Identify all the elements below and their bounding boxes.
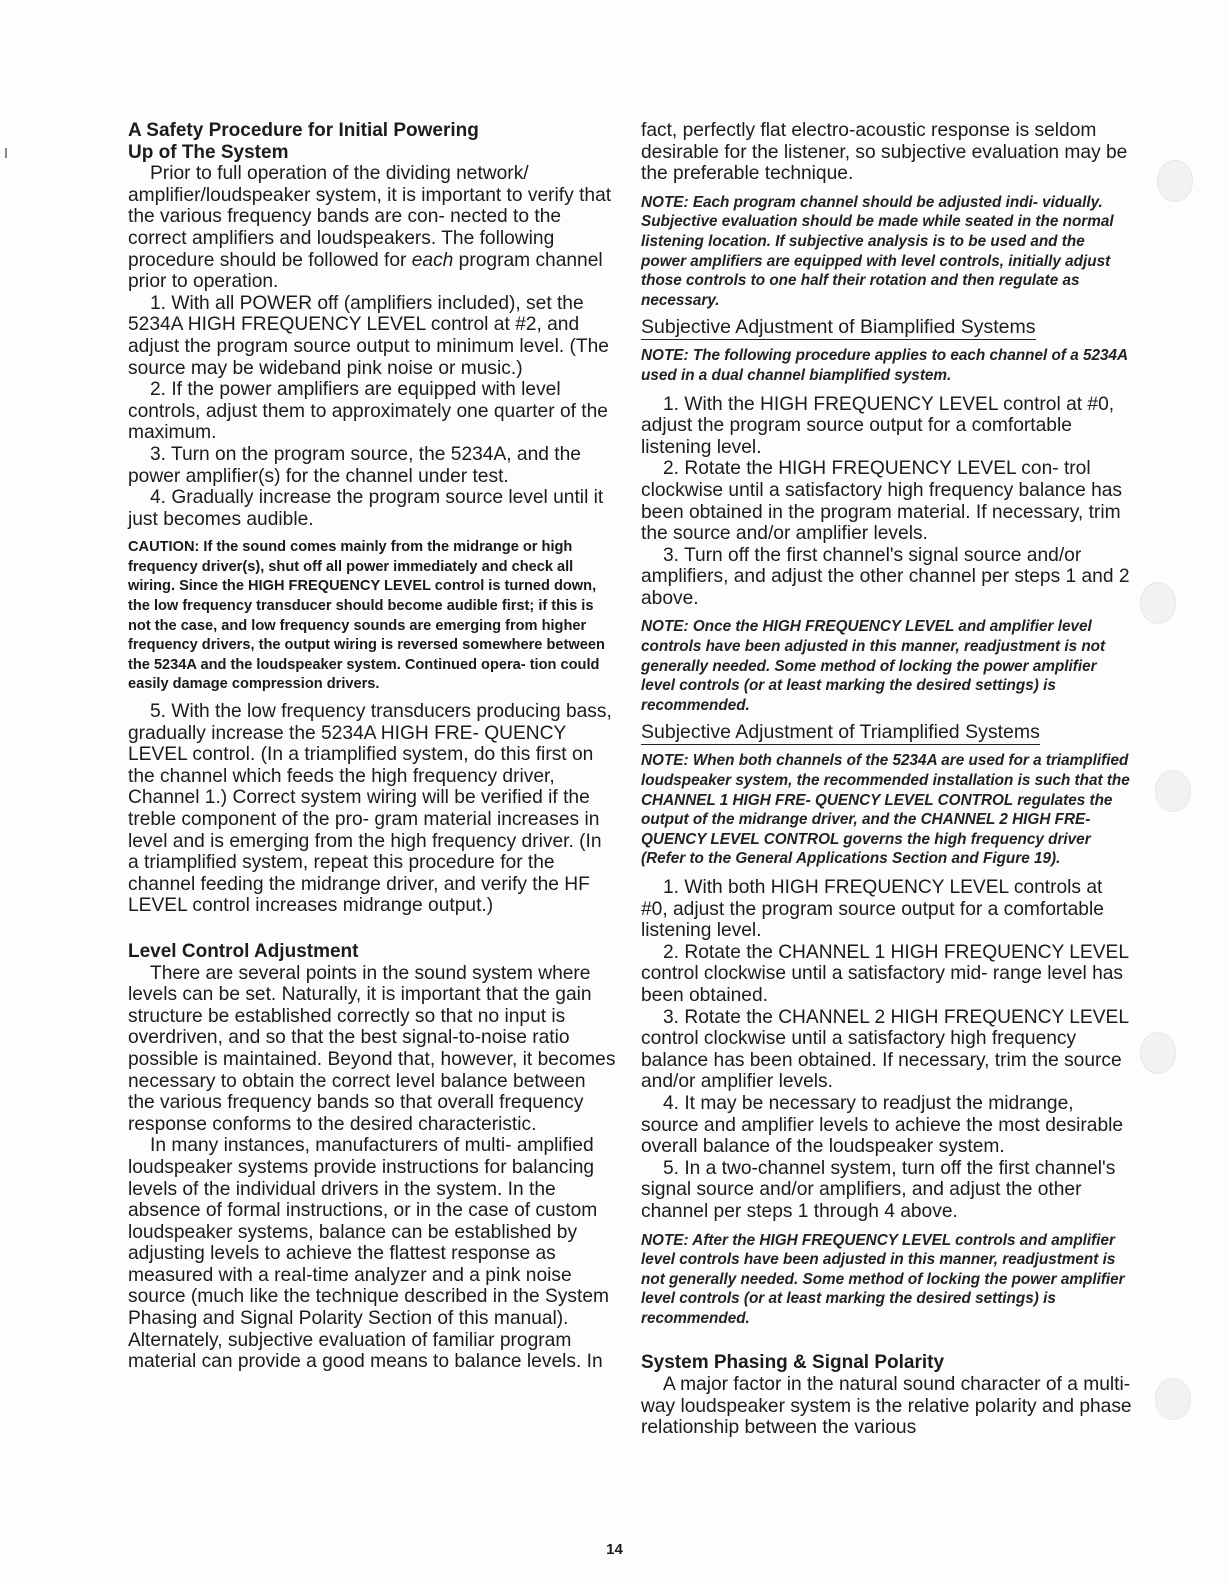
safety-step-4: 4. Gradually increase the program source level until it just becomes audible. xyxy=(128,487,604,530)
page-number: 14 xyxy=(606,1541,623,1558)
safety-intro: Prior to full operation of the dividing network/ amplifier/loudspeaker system, it is important to verify that the various frequency bands are con- nected to the correct amplifiers and loudspeakers. The following procedure should be followed for each program channel prior to operation. xyxy=(128,163,612,293)
triamplified-note-2: NOTE: After the HIGH FREQUENCY LEVEL controls and amplifier level controls have been adjusted in this manner, readjustment is not generally needed. Some method of locking the power amplifier level controls (or at least marking the desired settings) is recommended. xyxy=(641,1231,1125,1327)
biamplified-heading: Subjective Adjustment of Biamplified Systems xyxy=(641,316,1036,339)
margin-mark xyxy=(5,148,7,158)
biamplified-note-2: NOTE: Once the HIGH FREQUENCY LEVEL and amplifier level controls have been adjusted in this manner, readjustment is not generally needed. Some method of locking the power amplifier level controls (or at least marking the desired settings) is recommended. xyxy=(641,618,1106,714)
continued-paragraph: fact, perfectly flat electro-acoustic response is seldom desirable for the listener, so subjective evaluation may be the preferable technique. xyxy=(641,120,1128,185)
biamplified-note: NOTE: The following procedure applies to each channel of a 5234A used in a dual channel biamplified system. xyxy=(641,347,1128,384)
safety-step-2: 2. If the power amplifiers are equipped with level controls, adjust them to approximately one quarter of the maximum. xyxy=(128,379,608,444)
tri-step-5: 5. In a two-channel system, turn off the first channel's signal source and/or amplifiers, and adjust the other channel per steps 1 through 4 above. xyxy=(641,1157,1116,1222)
triamplified-note: NOTE: When both channels of the 5234A are used for a triamplified loudspeaker system, the recommended installation is such that the CHANNEL 1 HIGH FRE- QUENCY LEVEL CONTROL regulates the output of the midrange driver, and the CHANNEL 2 HIGH FRE- QUENCY LEVEL CONTROL governs the high frequency driver (Refer to the General Applications Section and Figure 19). xyxy=(641,752,1130,868)
phasing-heading: System Phasing & Signal Polarity xyxy=(641,1352,945,1374)
safety-step-5: 5. With the low frequency transducers producing bass, gradually increase the 5234A HIGH FRE- QUENCY LEVEL control. (In a triamplified system, do this first on the channel which feeds the high frequency driver, Channel 1.) Correct system wiring will be verified if the treble component of the pro- gram material increases in level and is emerging from the high frequency driver. (In a triamplified system, repeat this procedure for the channel feeding the midrange driver, and verify the HF LEVEL control increases midrange output.) xyxy=(128,701,612,917)
punch-hole xyxy=(1155,770,1191,812)
bi-step-2: 2. Rotate the HIGH FREQUENCY LEVEL con- trol clockwise until a satisfactory high frequency balance has been obtained in the program material. If necessary, trim the source and/or amplifier levels. xyxy=(641,458,1123,545)
safety-step-1: 1. With all POWER off (amplifiers included), set the 5234A HIGH FREQUENCY LEVEL control at #2, and adjust the program source output to minimum level. (The source may be wideband pink noise or music.) xyxy=(128,292,609,379)
caution-note: CAUTION: If the sound comes mainly from the midrange or high frequency driver(s), shut off all power immediately and check all wiring. Since the HIGH FREQUENCY LEVEL control is turned down, the low frequency transducer should become audible first; if this is not the case, and low frequency sounds are emerging from higher frequency drivers, the output wiring is reversed somewhere between the 5234A and the loudspeaker system. Continued opera- tion could easily damage compression drivers. xyxy=(128,539,605,693)
punch-hole xyxy=(1157,160,1193,202)
bi-step-3: 3. Turn off the first channel's signal source and/or amplifiers, and adjust the other channel per steps 1 and 2 above. xyxy=(641,544,1130,609)
safety-heading: A Safety Procedure for Initial Powering Up of The System xyxy=(128,120,479,163)
phasing-paragraph: A major factor in the natural sound character of a multi-way loudspeaker system is the relative polarity and phase relationship between the various xyxy=(641,1374,1132,1439)
punch-hole xyxy=(1155,1378,1191,1420)
tri-step-3: 3. Rotate the CHANNEL 2 HIGH FREQUENCY LEVEL control clockwise until a satisfactory high frequency balance has been obtained. If necessary, trim the source and/or amplifier levels. xyxy=(641,1006,1129,1093)
tri-step-4: 4. It may be necessary to readjust the midrange, source and amplifier levels to achieve the most desirable overall balance of the loudspeaker system. xyxy=(641,1092,1124,1158)
safety-step-3: 3. Turn on the program source, the 5234A, and the power amplifier(s) for the channel under test. xyxy=(128,443,581,487)
tri-step-1: 1. With both HIGH FREQUENCY LEVEL controls at #0, adjust the program source output for a comfortable listening level. xyxy=(641,877,1104,942)
triamplified-heading: Subjective Adjustment of Triamplified Systems xyxy=(641,721,1040,744)
level-paragraph-2: In many instances, manufacturers of multi- amplified loudspeaker systems provide instructions for balancing levels of the individual drivers in the system. In the absence of formal instructions, or in the case of custom loudspeaker systems, balance can be established by adjusting levels to achieve the flattest response as measured with a real-time analyzer and a pink noise source (much like the technique described in the System Phasing and Signal Polarity Section of this manual). Alternately, subjective evaluation of familiar program material can provide a good means to balance levels. In xyxy=(128,1135,609,1373)
right-column xyxy=(641,120,1133,1439)
left-column xyxy=(128,120,616,1373)
bi-step-1: 1. With the HIGH FREQUENCY LEVEL control at #0, adjust the program source output for a comfortable listening level. xyxy=(641,393,1115,458)
level-control-heading: Level Control Adjustment xyxy=(128,940,359,962)
level-paragraph-1: There are several points in the sound system where levels can be set. Naturally, it is important that the gain structure be established correctly so that no input is overdriven, and so that the best signal-to-noise ratio possible is maintained. Beyond that, however, it becomes necessary to obtain the correct level balance between the various frequency bands so that overall frequency response conforms to the desired characteristic. xyxy=(128,962,616,1135)
punch-hole xyxy=(1140,582,1176,624)
tri-step-2: 2. Rotate the CHANNEL 1 HIGH FREQUENCY LEVEL control clockwise until a satisfactory mid- range level has been obtained. xyxy=(641,941,1129,1006)
punch-hole xyxy=(1140,1032,1176,1074)
note-channel-individual: NOTE: Each program channel should be adjusted indi- vidually. Subjective evaluation should be made while seated in the normal listening location. If subjective analysis is to be used and the power amplifiers are equipped with level controls, initially adjust those controls to one half their rotation and then regulate as necessary. xyxy=(641,193,1114,309)
